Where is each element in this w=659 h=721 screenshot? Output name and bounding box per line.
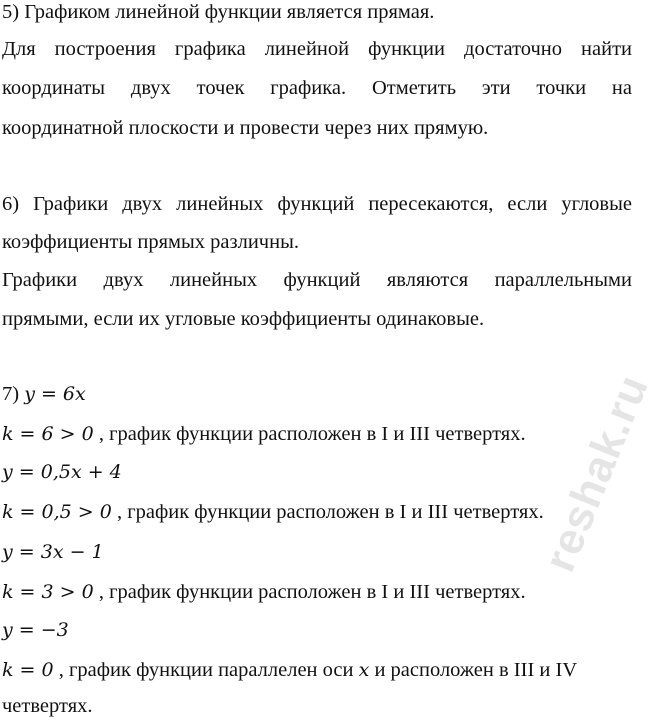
slope-3-text: , график функции расположен в I и III четвертях. — [93, 581, 526, 603]
section6-line-3: Графики двух линейных функций являются параллельными — [2, 269, 632, 291]
section5-paragraph-line-1: Для построения графика линейной функции достаточно найти — [2, 38, 632, 60]
section7-function-2 — [2, 460, 122, 484]
slope-4-text-a: , график функции параллелен оси — [53, 659, 359, 681]
axis-variable-x: x — [358, 659, 370, 681]
section6-line-1: 6) Графики двух линейных функций пересекаются, если угловые — [2, 193, 632, 215]
slope-4-text-b: и расположен в III и IV — [369, 659, 578, 681]
formula-y-6x: y = 6x — [24, 383, 86, 405]
section7-function-1 — [2, 382, 86, 406]
section7-slope-4-continuation: четвертях. — [2, 695, 93, 717]
slope-2-text: , график функции расположен в I и III четвертях. — [111, 501, 544, 523]
section7-slope-4 — [2, 658, 577, 682]
section5-heading: 5) Графиком линейной функции является прямая. — [2, 1, 435, 23]
formula-y-3x-1: y = 3x − 1 — [2, 541, 104, 563]
section6-line-4: прямыми, если их угловые коэффициенты одинаковые. — [2, 308, 485, 330]
formula-k1: k = 6 > 0 — [2, 423, 94, 445]
formula-k2: k = 0,5 > 0 — [2, 501, 112, 523]
section6-line-2: коэффициенты прямых различны. — [2, 231, 299, 253]
formula-y-minus-3: y = −3 — [2, 619, 69, 641]
formula-y-05x-4: y = 0,5x + 4 — [2, 461, 122, 483]
watermark-text: reshak.ru — [535, 367, 659, 579]
section7-function-3 — [2, 540, 104, 564]
section7-function-4 — [2, 618, 69, 642]
section7-slope-2 — [2, 500, 544, 524]
section5-paragraph-line-2: координаты двух точек графика. Отметить эти точки на — [2, 77, 632, 99]
section7-slope-3 — [2, 580, 526, 604]
section5-paragraph-line-3: координатной плоскости и провести через них прямую. — [2, 117, 489, 139]
formula-k4: k = 0 — [2, 659, 54, 681]
section7-prefix: 7) — [2, 383, 25, 405]
formula-k3: k = 3 > 0 — [2, 581, 94, 603]
slope-1-text: , график функции расположен в I и III четвертях. — [93, 423, 526, 445]
section7-slope-1 — [2, 422, 526, 446]
